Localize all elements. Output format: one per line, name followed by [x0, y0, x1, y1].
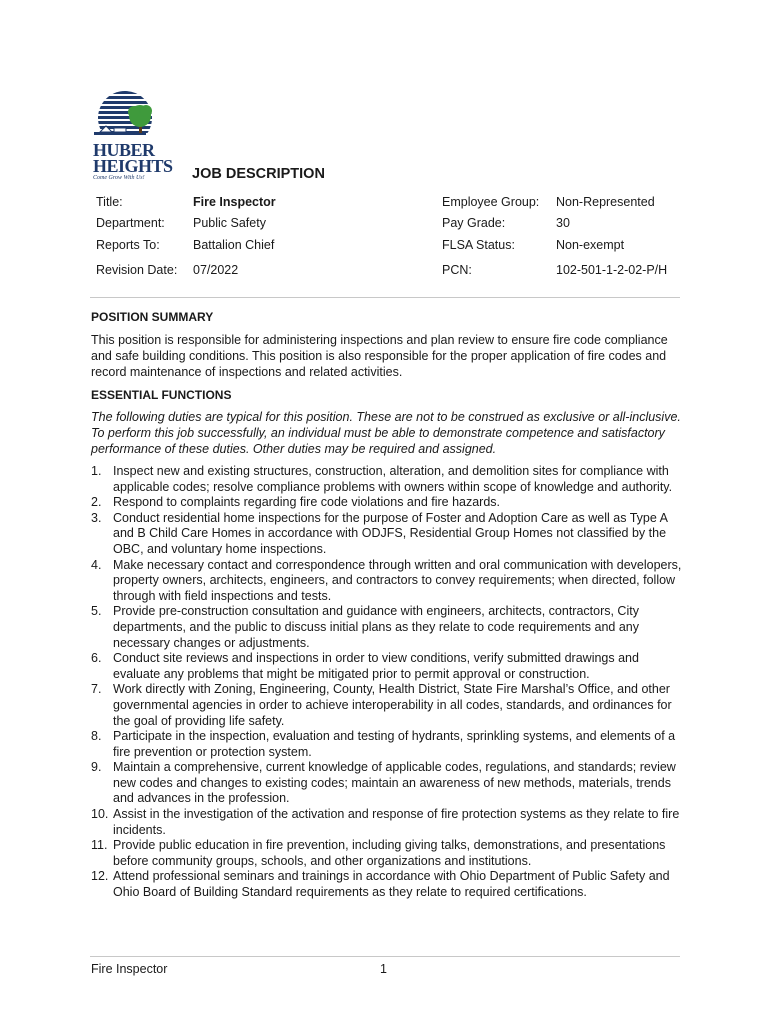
- duty-number: 5.: [91, 604, 102, 619]
- revision-date-label: Revision Date:: [96, 263, 178, 277]
- duty-number: 9.: [91, 760, 102, 775]
- duty-item: [91, 464, 686, 495]
- pay-grade-label: Pay Grade:: [442, 216, 506, 230]
- duty-number: 10.: [91, 807, 109, 822]
- department-label: Department:: [96, 216, 165, 230]
- duty-text: Conduct residential home inspections for the purpose of Foster and Adoption Care as well as Type A and B Child Care Homes in accordance with ODJFS, Residential Group Homes not classified by the OBC, and voluntary home inspections.: [113, 510, 668, 556]
- duty-text: Conduct site reviews and inspections in order to view conditions, verify submitted drawings and evaluate any problems that might be mitigated prior to permit approval or construction.: [113, 651, 639, 681]
- duties-list: [91, 464, 686, 901]
- duty-item: [91, 511, 686, 558]
- document-title: JOB DESCRIPTION: [192, 166, 325, 182]
- footer-divider: [90, 956, 680, 957]
- footer-title: Fire Inspector: [91, 962, 168, 976]
- duty-text: Attend professional seminars and trainings in accordance with Ohio Department of Public Safety and Ohio Board of Building Standard requirements as they relate to required certifications.: [113, 869, 670, 900]
- position-summary-text: This position is responsible for administering inspections and plan review to ensure fire code compliance and safe building conditions. This position is also responsible for the proper application of fire codes and record maintenance of inspections and related activities.: [91, 333, 668, 379]
- duty-item: [91, 558, 686, 605]
- duty-number: 2.: [91, 495, 102, 510]
- title-value: Fire Inspector: [193, 195, 276, 209]
- duty-text: Provide pre-construction consultation and guidance with engineers, architects, contractors, City departments, and the public to discuss initial plans as they relate to code requirements and any necessary changes or adjustments.: [113, 604, 640, 650]
- reports-to-label: Reports To:: [96, 238, 160, 252]
- duty-number: 12.: [91, 869, 109, 884]
- duty-number: 11.: [91, 838, 108, 853]
- duty-item: [91, 604, 686, 651]
- essential-functions-intro: The following duties are typical for this position. These are not to be construed as exclusive or all-inclusive. To perform this job successfully, an individual must be able to demonstrate competence and satisfactory performance of these duties. Other duties may be required and assigned.: [91, 410, 681, 456]
- flsa-status-label: FLSA Status:: [442, 238, 515, 252]
- duty-number: 7.: [91, 682, 102, 697]
- logo-stripes: [90, 91, 165, 133]
- duty-text: Provide public education in fire prevention, including giving talks, demonstrations, and presentations before community groups, schools, and other organizations and institutions.: [113, 838, 666, 868]
- duty-item: [91, 869, 686, 900]
- department-value: Public Safety: [193, 216, 266, 230]
- revision-date-value: 07/2022: [193, 263, 239, 277]
- duty-item: [91, 760, 686, 807]
- duty-text: Respond to complaints regarding fire code violations and fire hazards.: [113, 495, 501, 510]
- duty-item: [91, 495, 686, 511]
- position-summary-heading: POSITION SUMMARY: [91, 310, 214, 324]
- duty-number: 8.: [91, 729, 102, 744]
- duty-number: 4.: [91, 557, 102, 572]
- duty-text: Maintain a comprehensive, current knowledge of applicable codes, regulations, and standards; review new codes and changes to existing codes; maintain an awareness of new methods, materials, trends and advances in the profession.: [113, 760, 676, 806]
- duty-text: Inspect new and existing structures, construction, alteration, and demolition sites for compliance with applicable codes; resolve compliance problems with owners within scope of knowledge and authority.: [113, 464, 673, 494]
- duty-item: [91, 682, 686, 729]
- logo-tagline: Come Grow With Us!: [93, 175, 145, 181]
- flsa-status-value: Non-exempt: [556, 238, 625, 252]
- logo-line2: HEIGHTS: [93, 156, 173, 176]
- pcn-label: PCN:: [442, 263, 472, 277]
- pcn-value: 102-501-1-2-02-P/H: [556, 263, 668, 277]
- duty-text: Assist in the investigation of the activation and response of fire protection systems as they relate to fire incidents.: [113, 807, 680, 837]
- duty-number: 1.: [91, 464, 102, 478]
- page-number: 1: [380, 962, 387, 976]
- employee-group-label: Employee Group:: [442, 195, 540, 209]
- pay-grade-value: 30: [556, 216, 570, 230]
- duty-item: [91, 729, 686, 760]
- duty-item: [91, 838, 686, 869]
- employee-group-value: Non-Represented: [556, 195, 655, 209]
- duty-item: [91, 807, 686, 838]
- duty-number: 6.: [91, 651, 102, 666]
- header-divider: [90, 297, 680, 298]
- duty-text: Make necessary contact and correspondence through written and oral communication with developers, property owners, architects, engineers, and contractors to convey requirements; when directed, follow through with field inspections and tests.: [113, 557, 682, 603]
- essential-functions-heading: ESSENTIAL FUNCTIONS: [91, 388, 232, 402]
- logo-wordmark: [93, 140, 173, 182]
- logo-line1: HUBER: [93, 140, 155, 160]
- duty-number: 3.: [91, 510, 102, 525]
- duty-text: Participate in the inspection, evaluation and testing of hydrants, sprinkling systems, and elements of a fire prevention or protection system.: [113, 729, 676, 759]
- title-label: Title:: [96, 195, 123, 209]
- duty-item: [91, 651, 686, 682]
- reports-to-value: Battalion Chief: [193, 238, 275, 252]
- duty-text: Work directly with Zoning, Engineering, County, Health District, State Fire Marshal’s Office, and other governmental agencies in order to achieve interoperability in all codes, standards, and ordinances for the goal of providing life safety.: [113, 682, 672, 728]
